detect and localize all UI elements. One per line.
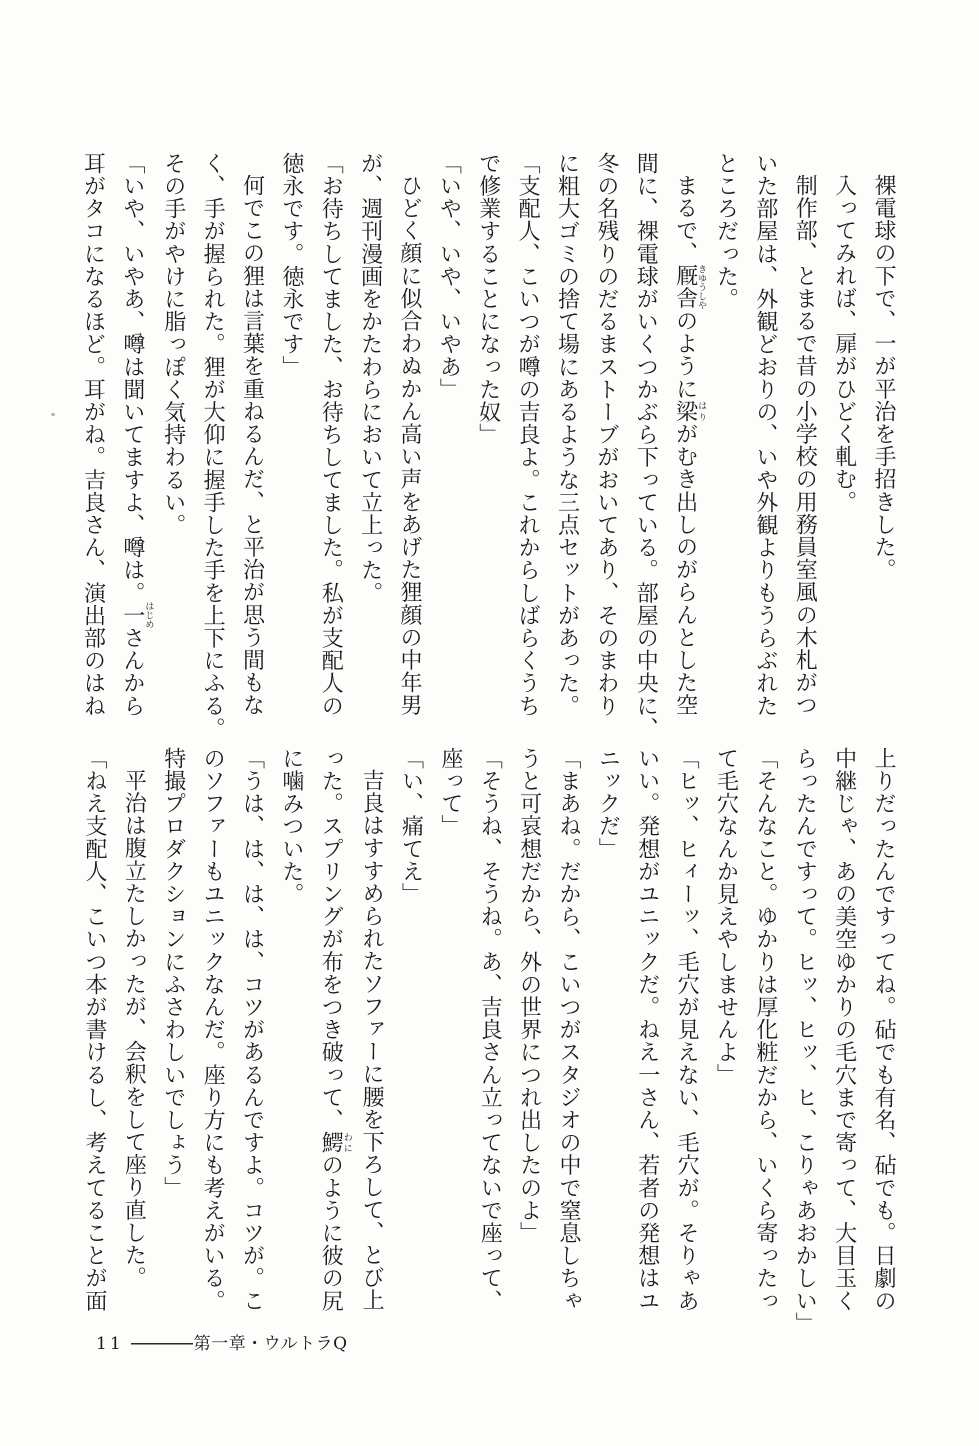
ruby-word: 一はじめ (119, 601, 154, 629)
text-line: のソファーもユニックなんだ。座り方にも考えがいる。 (200, 747, 226, 1312)
text-line: 中継じゃ、あの美空ゆかりの毛穴まで寄って、大目玉く (831, 747, 857, 1312)
text-line: で修業することになった奴」 (475, 152, 501, 446)
text-line: うと可哀想だから、外の世界につれ出したのよ」 (516, 747, 542, 1245)
text-line: 入ってみれば、扉がひどく軋む。 (831, 174, 857, 513)
text-line: 「まあね。だから、こいつがスタジオの中で窒息しちゃ (556, 747, 581, 1312)
text-line: て毛穴なんか見えやしませんよ」 (713, 747, 739, 1086)
page-footer (96, 1333, 348, 1355)
ruby-word: 鰐わに (318, 1131, 352, 1154)
text-line: 「支配人、こいつが噂の吉良よ。これからしばらくうち (515, 152, 541, 717)
text-line: 「お待ちしてました、お待ちしてました。私が支配人の (318, 152, 344, 717)
chapter-title: 第一章・ウルトラQ (193, 1333, 348, 1354)
text-line: ニックだ」 (595, 747, 621, 860)
text-line: 座って」 (437, 747, 463, 838)
text-line: に粗大ゴミの捨て場にあるような三点セットがあった。 (554, 152, 580, 717)
text-line: 平治は腹立たしかったが、会釈をして座り直した。 (121, 769, 147, 1289)
footer-dash (131, 1336, 193, 1353)
text-line: その手がやけに脂っぽく気持わるい。 (160, 152, 186, 537)
text-band-bottom (75, 747, 903, 1335)
text-line: ひどく顔に似合わぬかん高い声をあげた狸顔の中年男 (397, 174, 422, 717)
text-line: 「い、痛てえ」 (398, 747, 424, 906)
text-line: 「そうね、そうね。あ、吉良さん立ってないで座って、 (477, 747, 503, 1312)
text-line: が、週刊漫画をかたわらにおいて立上った。 (357, 152, 383, 604)
text-line: らったんですって。ヒッ、ヒッ、ヒ、こりゃあおかしい」 (792, 747, 818, 1335)
page-number: 11 (96, 1333, 124, 1354)
text-line: 冬の名残りのだるまストーブがおいてあり、そのまわり (593, 152, 619, 717)
text-line: まるで、厩舎きゆうしやのように梁はりがむき出しのがらんとした空 (672, 174, 707, 717)
text-line: いい。発想がユニックだ。ねえ一さん、若者の発想はユ (634, 747, 660, 1312)
text-line: いた部屋は、外観どおりの、いや外観よりもうらぶれた (752, 152, 778, 717)
text-line: 上りだったんですってね。砧でも有名、砧でも。日劇の (871, 747, 896, 1312)
text-line: 特撮プロダクションにふさわしいでしょう」 (160, 747, 186, 1199)
text-line: 「いや、いや、いやあ」 (436, 152, 462, 401)
text-line: 吉良はすすめられたソファーに腰を下ろして、とび上 (359, 769, 385, 1312)
text-line: 「うは、は、は、は、コツがあるんですよ。コツが。こ (239, 747, 265, 1312)
text-line: ところだった。 (713, 152, 739, 311)
text-line: に噛みついた。 (278, 747, 304, 906)
text-band-top (73, 152, 903, 740)
text-line: 「いや、いやあ、噂は聞いてますよ、噂は。一はじめさんから (119, 152, 154, 718)
ruby-word: 梁はり (672, 400, 707, 423)
text-line: く、手が握られた。狸が大仰に握手した手を上下にふる。 (200, 152, 226, 740)
text-line: 何でこの狸は言葉を重ねるんだ、と平治が思う間もな (239, 174, 265, 717)
print-speck (51, 413, 55, 416)
text-line: 裸電球の下で、一が平治を手招きした。 (871, 174, 896, 581)
text-line: 「そんなこと。ゆかりは厚化粧だから、いくら寄ったっ (752, 747, 778, 1312)
text-line: 徳永です。徳永です」 (278, 152, 304, 378)
text-line: 耳がタコになるほど。耳がね。吉良さん、演出部のはね (80, 152, 106, 717)
text-line: 「ねえ支配人、こいつ本が書けるし、考えてることが面 (82, 747, 107, 1312)
text-line: 制作部、とまるで昔の小学校の用務員室風の木札がつ (792, 174, 818, 717)
text-line: った。スプリングが布をつき破って、鰐わにのように彼の尻 (318, 747, 352, 1313)
text-line: 「ヒッ、ヒィーッ、毛穴が見えない、毛穴が。そりゃあ (674, 747, 700, 1312)
ruby-word: 厩舎きゆうしや (672, 264, 707, 310)
text-line: 間に、裸電球がいくつかぶら下っている。部屋の中央に、 (633, 152, 659, 740)
